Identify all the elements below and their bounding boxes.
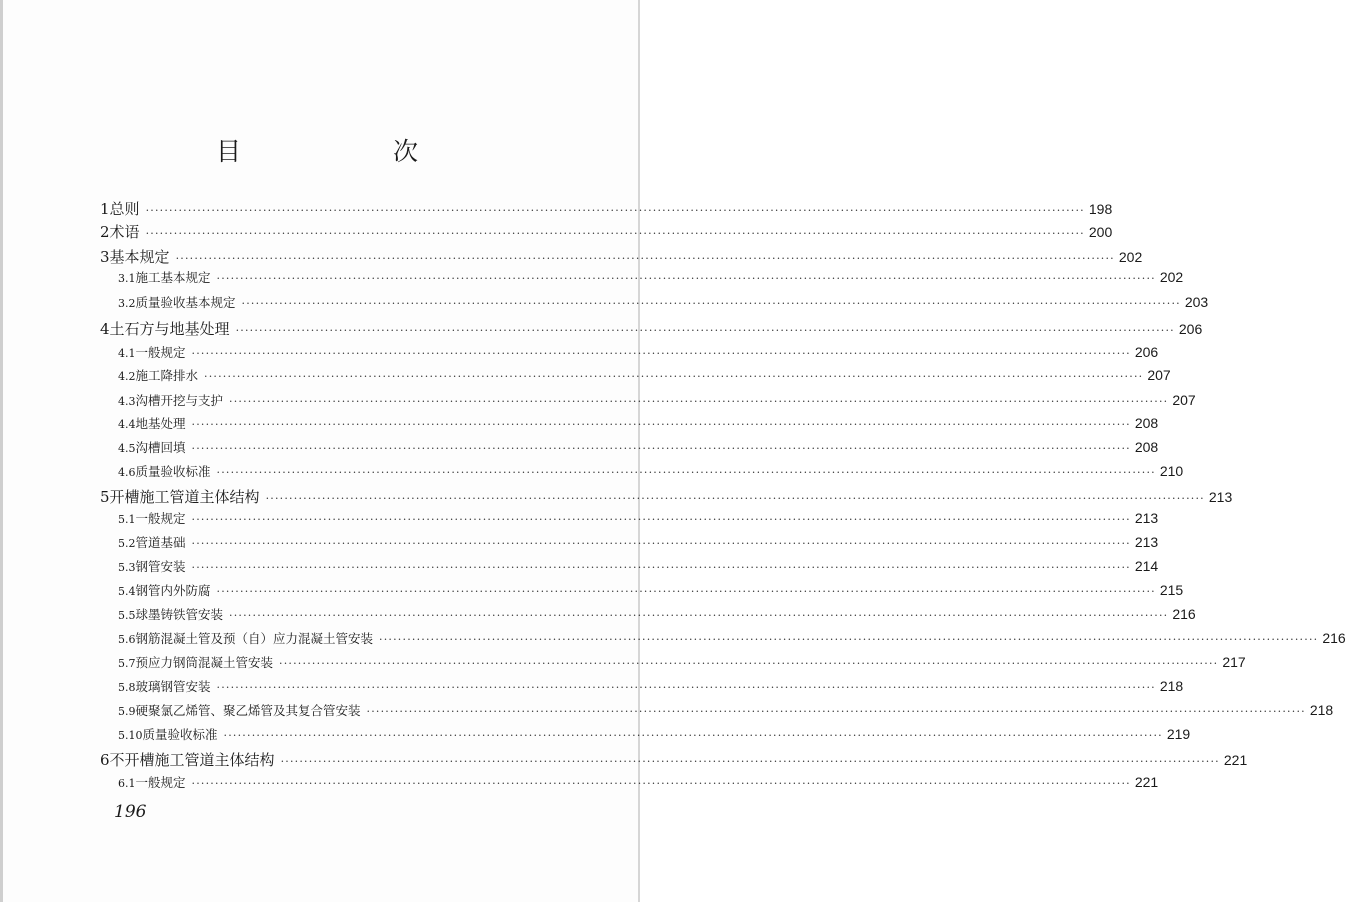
toc-entry bbox=[118, 509, 1159, 527]
toc-entry bbox=[100, 318, 1203, 339]
toc-leader-dots: ········································································································································································································ bbox=[235, 324, 1175, 337]
toc-entry-number: 5 bbox=[100, 488, 110, 506]
toc-entry-number: 6 bbox=[100, 751, 110, 769]
toc-entry bbox=[118, 677, 1184, 695]
toc-entry-page: 215 bbox=[1159, 582, 1184, 598]
toc-entry-title: 预应力钢筒混凝土管安装 bbox=[135, 655, 274, 670]
toc-entry-number: 4.5 bbox=[118, 442, 136, 455]
footer-page-number: 196 bbox=[114, 802, 147, 822]
toc-entry-page: 218 bbox=[1309, 702, 1334, 718]
toc-entry-title: 施工基本规定 bbox=[135, 270, 211, 285]
toc-entry-title: 总则 bbox=[109, 200, 140, 218]
toc-entry-title: 沟槽回填 bbox=[135, 440, 186, 455]
toc-entry-number: 2 bbox=[100, 223, 110, 241]
toc-entry bbox=[118, 629, 1346, 647]
toc-leader-dots: ········································································································································································································ bbox=[241, 297, 1181, 310]
toc-entry-page: 208 bbox=[1134, 415, 1159, 431]
toc-entry-page: 221 bbox=[1134, 774, 1159, 790]
toc-entry-page: 217 bbox=[1222, 654, 1246, 670]
toc-leader-dots: ········································································································································································································ bbox=[191, 513, 1131, 526]
toc-leader-dots: ········································································································································································································ bbox=[280, 755, 1220, 768]
toc-entry-page: 221 bbox=[1223, 752, 1248, 768]
toc-entry-page: 203 bbox=[1184, 294, 1209, 310]
toc-entry bbox=[118, 557, 1159, 575]
toc-leader-dots: ········································································································································································································ bbox=[216, 681, 1156, 694]
toc-leader-dots: ········································································································································································································ bbox=[191, 561, 1131, 574]
toc-entry-number: 6.1 bbox=[118, 777, 136, 790]
toc-entry-number: 5.10 bbox=[118, 729, 143, 742]
toc-entry-title: 管道基础 bbox=[135, 535, 186, 550]
toc-entry-page: 208 bbox=[1134, 439, 1159, 455]
toc-entry-title: 地基处理 bbox=[135, 416, 186, 431]
toc-entry-page: 214 bbox=[1134, 558, 1159, 574]
toc-leader-dots: ········································································································································································································ bbox=[265, 492, 1205, 505]
toc-entry-number: 4.4 bbox=[118, 418, 136, 431]
toc-entry-number: 5.7 bbox=[118, 657, 136, 670]
toc-leader-dots: ········································································································································································································ bbox=[191, 347, 1131, 360]
toc-entry bbox=[118, 725, 1191, 743]
toc-entry bbox=[118, 701, 1334, 719]
toc-entry bbox=[118, 293, 1209, 311]
toc-leader-dots: ········································································································································································································ bbox=[223, 729, 1163, 742]
toc-entry-page: 219 bbox=[1166, 726, 1191, 742]
toc-entry-title: 质量验收标准 bbox=[142, 727, 218, 742]
toc-entry-number: 5.5 bbox=[118, 609, 136, 622]
toc-leader-dots: ········································································································································································································ bbox=[204, 370, 1144, 383]
toc-entry bbox=[118, 653, 1246, 671]
toc-entry-number: 1 bbox=[100, 200, 110, 218]
toc-entry-page: 207 bbox=[1147, 367, 1171, 383]
toc-entry-page: 206 bbox=[1178, 321, 1203, 337]
toc-entry bbox=[100, 486, 1233, 507]
toc-entry-title: 基本规定 bbox=[109, 248, 170, 266]
toc-entry-title: 玻璃钢管安装 bbox=[135, 679, 211, 694]
toc-entry-number: 5.9 bbox=[118, 705, 136, 718]
toc-entry-title: 钢管内外防腐 bbox=[135, 583, 211, 598]
toc-entry-title: 土石方与地基处理 bbox=[109, 320, 230, 338]
toc-entry-number: 4.1 bbox=[118, 347, 136, 360]
toc-entry bbox=[100, 749, 1248, 770]
toc-leader-dots: ········································································································································································································ bbox=[191, 442, 1131, 455]
page-title: 目 次 bbox=[215, 137, 452, 166]
toc-entry-number: 5.1 bbox=[118, 513, 136, 526]
toc-entry-number: 5.6 bbox=[118, 633, 136, 646]
toc-entry-title: 一般规定 bbox=[135, 511, 186, 526]
toc-entry-number: 5.3 bbox=[118, 561, 136, 574]
toc-entry-number: 4 bbox=[100, 320, 110, 338]
toc-entry-title: 钢筋混凝土管及预（自）应力混凝土管安装 bbox=[135, 631, 374, 646]
toc-entry-page: 216 bbox=[1322, 630, 1346, 646]
toc-leader-dots: ········································································································································································································ bbox=[191, 537, 1131, 550]
toc-entry-page: 218 bbox=[1159, 678, 1184, 694]
toc-entry-number: 4.6 bbox=[118, 466, 136, 479]
toc-entry-number: 4.2 bbox=[118, 370, 136, 383]
toc-leader-dots: ········································································································································································································ bbox=[216, 272, 1156, 285]
toc-entry-title: 术语 bbox=[109, 223, 140, 241]
toc-entry-title: 开槽施工管道主体结构 bbox=[109, 488, 260, 506]
toc-leader-dots: ········································································································································································································ bbox=[216, 585, 1156, 598]
toc-entry-page: 200 bbox=[1088, 224, 1113, 240]
toc-entry-number: 5.2 bbox=[118, 537, 136, 550]
toc-entry-title: 一般规定 bbox=[135, 345, 186, 360]
toc-entry-page: 198 bbox=[1088, 201, 1113, 217]
toc-entry-title: 硬聚氯乙烯管、聚乙烯管及其复合管安装 bbox=[135, 703, 361, 718]
toc-entry bbox=[100, 198, 1113, 219]
toc-entry bbox=[100, 246, 1143, 267]
toc-entry bbox=[118, 343, 1159, 361]
toc-entry-number: 5.8 bbox=[118, 681, 136, 694]
toc-entry-page: 213 bbox=[1134, 534, 1159, 550]
toc-entry-title: 沟槽开挖与支护 bbox=[135, 393, 224, 408]
toc-entry-page: 216 bbox=[1172, 606, 1196, 622]
toc-entry-page: 202 bbox=[1118, 249, 1143, 265]
toc-entry bbox=[118, 605, 1196, 623]
toc-entry-title: 钢管安装 bbox=[135, 559, 186, 574]
toc-entry-page: 202 bbox=[1159, 269, 1184, 285]
toc-entry bbox=[118, 414, 1159, 432]
toc-entry-number: 3.1 bbox=[118, 272, 136, 285]
toc-entry bbox=[118, 533, 1159, 551]
toc-entry bbox=[118, 366, 1171, 384]
toc-leader-dots: ········································································································································································································ bbox=[191, 418, 1131, 431]
toc-entry-title: 质量验收基本规定 bbox=[135, 295, 236, 310]
toc-entry-page: 210 bbox=[1159, 463, 1184, 479]
toc-leader-dots: ········································································································································································································ bbox=[279, 657, 1219, 670]
toc-entry bbox=[100, 221, 1113, 242]
toc-leader-dots: ········································································································································································································ bbox=[229, 395, 1169, 408]
toc-leader-dots: ········································································································································································································ bbox=[145, 227, 1085, 240]
toc-leader-dots: ········································································································································································································ bbox=[191, 777, 1131, 790]
toc-entry bbox=[118, 462, 1184, 480]
toc-entry-number: 3 bbox=[100, 248, 110, 266]
toc-entry-page: 206 bbox=[1134, 344, 1159, 360]
toc-entry-number: 3.2 bbox=[118, 297, 136, 310]
toc-leader-dots: ········································································································································································································ bbox=[366, 705, 1306, 718]
toc-entry-title: 施工降排水 bbox=[135, 368, 199, 383]
toc-entry-title: 一般规定 bbox=[135, 775, 186, 790]
toc-leader-dots: ········································································································································································································ bbox=[216, 466, 1156, 479]
toc-entry-title: 不开槽施工管道主体结构 bbox=[109, 751, 275, 769]
toc-leader-dots: ········································································································································································································ bbox=[145, 204, 1085, 217]
toc-entry-page: 207 bbox=[1172, 392, 1196, 408]
toc-entry bbox=[118, 581, 1184, 599]
toc-leader-dots: ········································································································································································································ bbox=[379, 633, 1319, 646]
toc-entry bbox=[118, 268, 1184, 286]
toc-entry-number: 4.3 bbox=[118, 395, 136, 408]
toc-entry bbox=[118, 438, 1159, 456]
toc-leader-dots: ········································································································································································································ bbox=[229, 609, 1169, 622]
toc-entry-number: 5.4 bbox=[118, 585, 136, 598]
toc-entry-title: 质量验收标准 bbox=[135, 464, 211, 479]
toc-entry bbox=[118, 391, 1196, 409]
toc-entry-page: 213 bbox=[1134, 510, 1159, 526]
toc-leader-dots: ········································································································································································································ bbox=[175, 252, 1115, 265]
toc-entry bbox=[118, 773, 1159, 791]
toc-entry-title: 球墨铸铁管安装 bbox=[135, 607, 224, 622]
toc-entry-page: 213 bbox=[1208, 489, 1233, 505]
